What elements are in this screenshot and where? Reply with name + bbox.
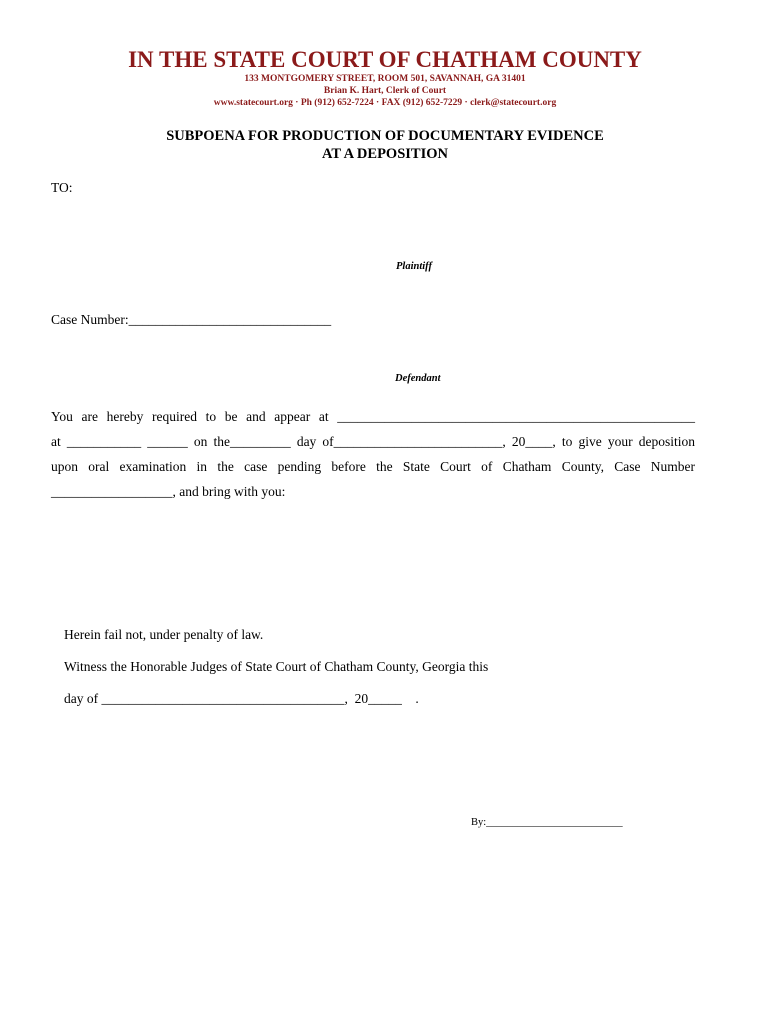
plaintiff-label: Plaintiff — [396, 261, 432, 272]
clerk-name: Brian K. Hart, Clerk of Court — [323, 86, 447, 96]
signature-line: By:__________________________ — [471, 817, 623, 828]
day-of-line: day of ____________________________________, 20_____ . — [64, 691, 419, 706]
body-line-3: upon oral examination in the case pending before the State Court of Chatham County, Case Number — [51, 459, 695, 474]
fail-not-text: Herein fail not, under penalty of law. — [64, 627, 264, 642]
document-title-line1: SUBPOENA FOR PRODUCTION OF DOCUMENTARY EVIDENCE — [166, 128, 604, 144]
defendant-label: Defendant — [395, 373, 441, 384]
body-line-2: at ___________ ______ on the_________ day of_________________________, 20____, to give your deposition — [51, 434, 695, 449]
case-number-field: Case Number:______________________________ — [51, 312, 332, 327]
court-contact: www.statecourt.org · Ph (912) 652-7224 · FAX (912) 652-7229 · clerk@statecourt.org — [213, 98, 557, 108]
body-line-1: You are hereby required to be and appear at _____________________________________________________ — [51, 409, 695, 424]
to-label: TO: — [51, 180, 73, 195]
court-address: 133 MONTGOMERY STREET, ROOM 501, SAVANNAH, GA 31401 — [244, 74, 526, 84]
witness-text: Witness the Honorable Judges of State Court of Chatham County, Georgia this — [64, 659, 489, 674]
court-name: IN THE STATE COURT OF CHATHAM COUNTY — [128, 47, 642, 72]
body-line-4: __________________, and bring with you: — [51, 484, 286, 499]
document-title-line2: AT A DEPOSITION — [322, 146, 448, 162]
